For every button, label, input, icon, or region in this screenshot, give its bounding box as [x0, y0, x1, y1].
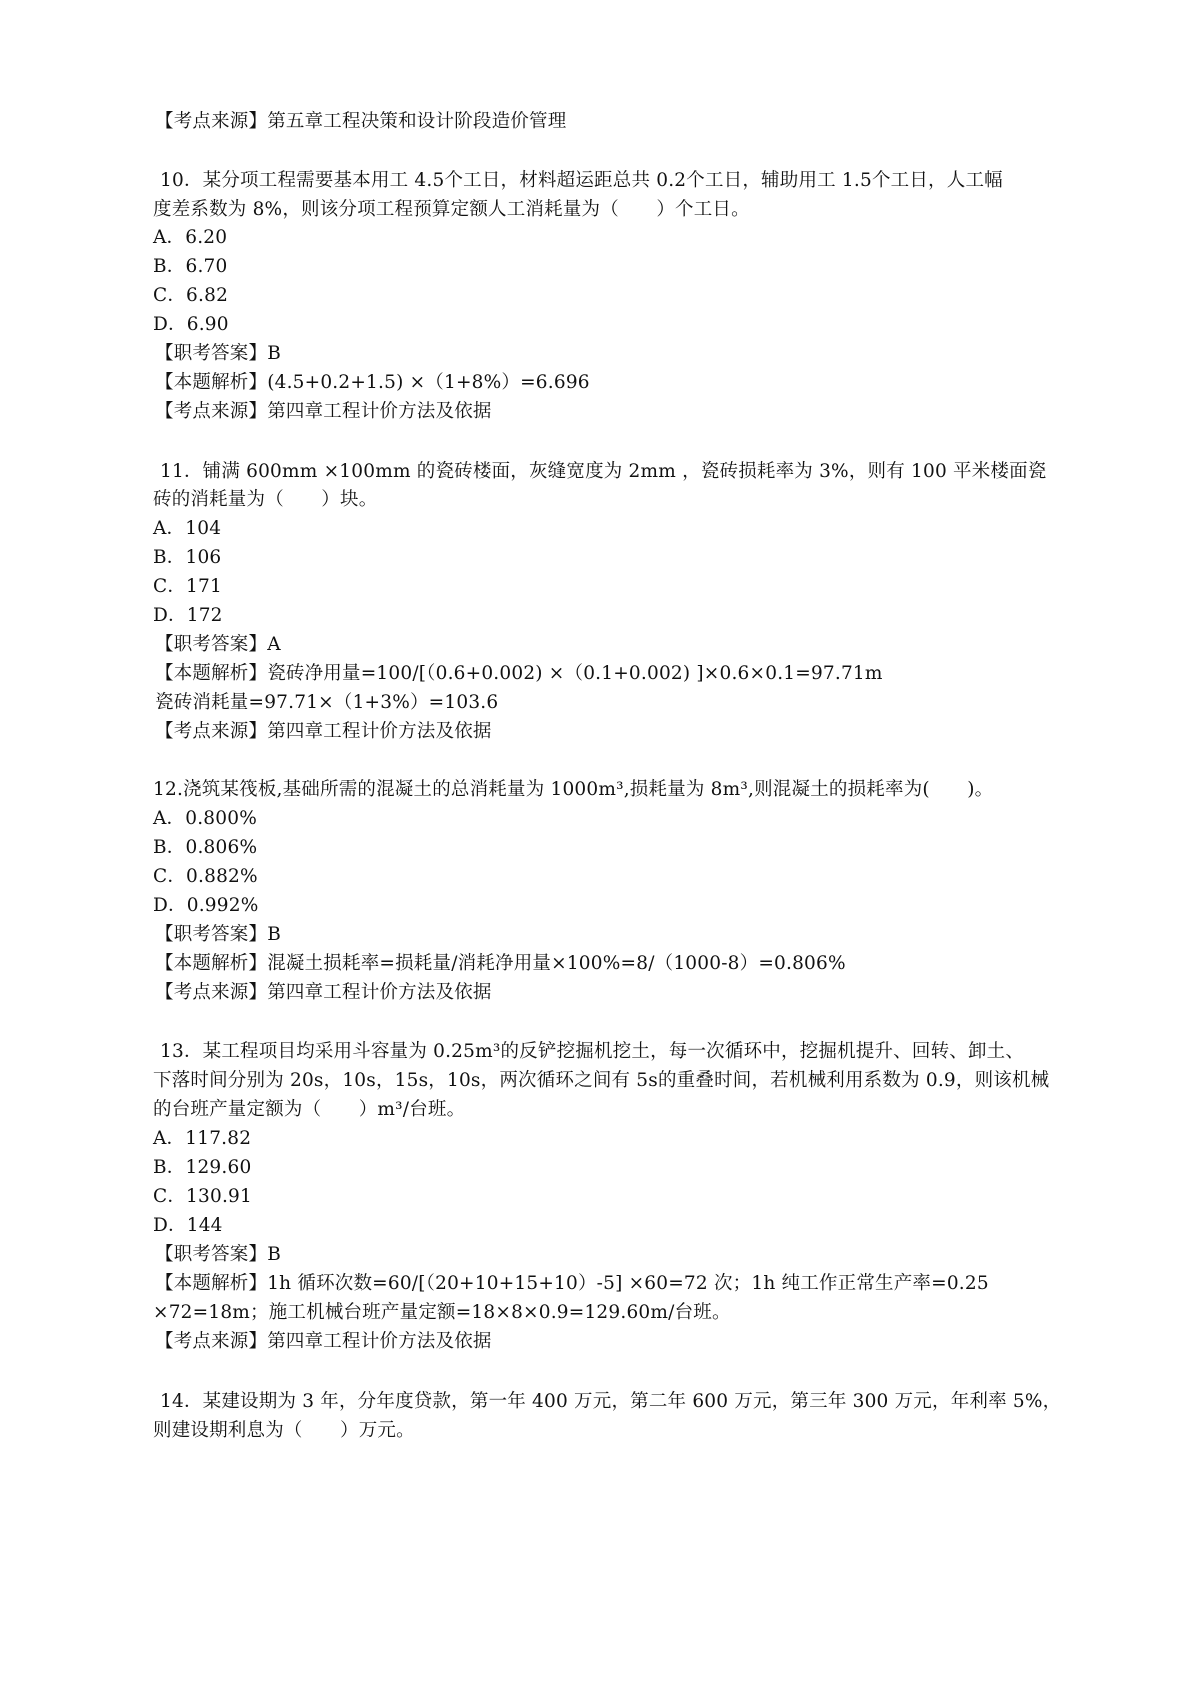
question-14-line1: 14．某建设期为 3 年，分年度贷款，第一年 400 万元，第二年 600 万元，第三年 300 万元，年利率 5%，: [160, 1391, 1062, 1412]
answer-line: 【职考答案】B: [155, 1244, 281, 1265]
answer-line: 【职考答案】B: [155, 924, 281, 945]
option-c: C．6.82: [153, 285, 229, 306]
source-line: 【考点来源】第五章工程决策和设计阶段造价管理: [155, 111, 567, 132]
option-d: D．0.992%: [153, 895, 259, 916]
question-13-line2: 下落时间分别为 20s，10s，15s，10s，两次循环之间有 5s的重叠时间，若机械利用系数为 0.9，则该机械: [153, 1070, 1050, 1091]
source-line: 【考点来源】第四章工程计价方法及依据: [155, 721, 492, 742]
option-a: A．117.82: [153, 1128, 252, 1149]
option-a: A．6.20: [153, 227, 228, 248]
answer-line: 【职考答案】A: [155, 634, 281, 655]
question-10-line2: 度差系数为 8%，则该分项工程预算定额人工消耗量为（ ）个工日。: [153, 199, 750, 220]
option-b: B．0.806%: [153, 837, 258, 858]
question-12-line1: 12.浇筑某筏板,基础所需的混凝土的总消耗量为 1000m³,损耗量为 8m³,则混凝土的损耗率为( )。: [153, 779, 994, 800]
question-11-line2: 砖的消耗量为（ ）块。: [153, 489, 378, 510]
question-14-line2: 则建设期利息为（ ）万元。: [153, 1420, 415, 1441]
option-c: C．130.91: [153, 1186, 252, 1207]
question-13-line1: 13．某工程项目均采用斗容量为 0.25m³的反铲挖掘机挖土，每一次循环中，挖掘机提升、回转、卸土、: [160, 1041, 1025, 1062]
option-b: B．129.60: [153, 1157, 252, 1178]
option-c: C．0.882%: [153, 866, 258, 887]
option-b: B．106: [153, 547, 222, 568]
source-line: 【考点来源】第四章工程计价方法及依据: [155, 1331, 492, 1352]
question-13-line3: 的台班产量定额为（ ）m³/台班。: [153, 1099, 466, 1120]
analysis-line: 【本题解析】瓷砖净用量=100/[（0.6+0.002) ×（0.1+0.002) ]×0.6×0.1=97.71m: [155, 663, 883, 684]
option-d: D．172: [153, 605, 223, 626]
analysis-line: ×72=18m；施工机械台班产量定额=18×8×0.9=129.60m/台班。: [153, 1302, 731, 1323]
option-b: B．6.70: [153, 256, 228, 277]
source-line: 【考点来源】第四章工程计价方法及依据: [155, 401, 492, 422]
answer-line: 【职考答案】B: [155, 343, 281, 364]
option-c: C．171: [153, 576, 222, 597]
option-d: D．144: [153, 1215, 223, 1236]
analysis-line: 【本题解析】1h 循环次数=60/[（20+10+15+10）-5] ×60=72 次；1h 纯工作正常生产率=0.25: [155, 1273, 989, 1294]
source-line: 【考点来源】第四章工程计价方法及依据: [155, 982, 492, 1003]
question-10-line1: 10．某分项工程需要基本用工 4.5个工日，材料超运距总共 0.2个工日，辅助用工 1.5个工日，人工幅: [160, 170, 1003, 191]
question-11-line1: 11．铺满 600mm ×100mm 的瓷砖楼面，灰缝宽度为 2mm ，瓷砖损耗率为 3%，则有 100 平米楼面瓷: [160, 461, 1047, 482]
analysis-line: 【本题解析】混凝土损耗率=损耗量/消耗净用量×100%=8/（1000-8）=0.806%: [155, 953, 846, 974]
option-a: A．0.800%: [153, 808, 258, 829]
option-a: A．104: [153, 518, 222, 539]
analysis-line: 瓷砖消耗量=97.71×（1+3%）=103.6: [155, 692, 499, 713]
option-d: D．6.90: [153, 314, 229, 335]
analysis-line: 【本题解析】(4.5+0.2+1.5) ×（1+8%）=6.696: [155, 372, 590, 393]
